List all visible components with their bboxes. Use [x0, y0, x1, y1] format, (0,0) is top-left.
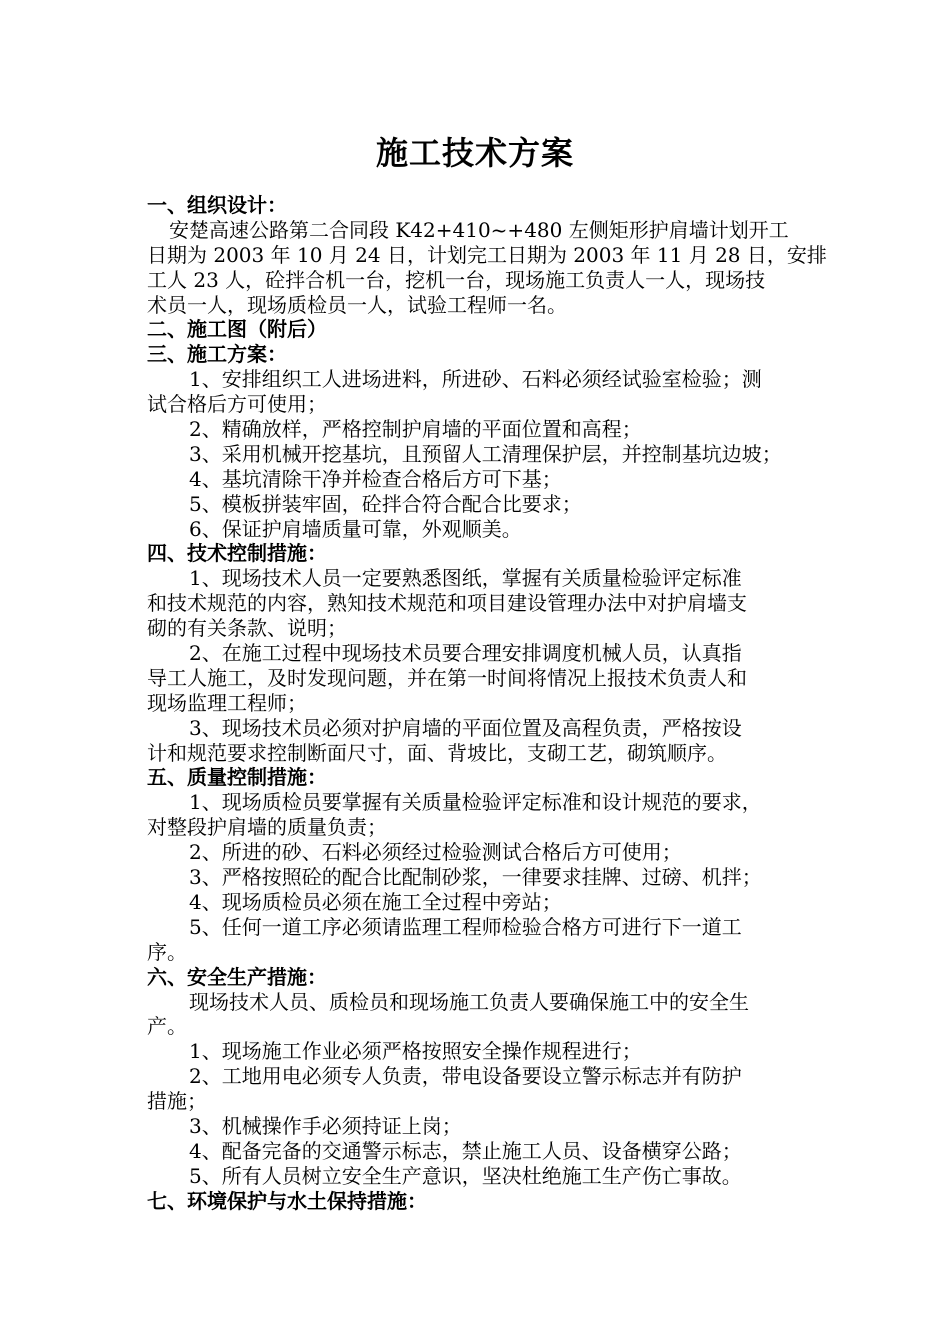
paragraph-line: 4、配备完备的交通警示标志，禁止施工人员、设备横穿公路；	[189, 1138, 742, 1163]
paragraph-line: 1、安排组织工人进场进料，所进砂、石料必须经试验室检验；测	[189, 367, 762, 392]
paragraph-line: 安楚高速公路第二合同段 K42+410~+480 左侧矩形护肩墙计划开工	[169, 217, 789, 242]
paragraph-line: 现场监理工程师；	[147, 690, 307, 715]
paragraph-line: 5、任何一道工序必须请监理工程师检验合格方可进行下一道工	[189, 914, 742, 939]
paragraph-line: 1、现场质检员要掌握有关质量检验评定标准和设计规范的要求，	[189, 790, 762, 815]
paragraph-line: 2、精确放样，严格控制护肩墙的平面位置和高程；	[189, 417, 642, 442]
document-body	[147, 193, 827, 1214]
paragraph-line: 1、现场施工作业必须严格按照安全操作规程进行；	[189, 1039, 642, 1064]
paragraph-line: 砌的有关条款、说明；	[147, 616, 347, 641]
paragraph-line: 3、现场技术员必须对护肩墙的平面位置及高程负责，严格按设	[189, 715, 742, 740]
paragraph-line: 2、在施工过程中现场技术员要合理安排调度机械人员，认真指	[189, 641, 742, 666]
paragraph-line: 产。	[147, 1014, 187, 1039]
paragraph-line: 6、保证护肩墙质量可靠，外观顺美。	[189, 516, 522, 541]
paragraph-line: 工人 23 人，砼拌合机一台，挖机一台，现场施工负责人一人，现场技	[147, 267, 766, 292]
paragraph-line: 3、采用机械开挖基坑，且预留人工清理保护层，并控制基坑边坡；	[189, 441, 782, 466]
paragraph-line: 1、现场技术人员一定要熟悉图纸，掌握有关质量检验评定标准	[189, 566, 742, 591]
paragraph-line: 2、所进的砂、石料必须经过检验测试合格后方可使用；	[189, 840, 682, 865]
section-heading: 二、施工图（附后）	[147, 317, 327, 342]
section-heading: 一、组织设计：	[147, 193, 287, 217]
section-heading: 六、安全生产措施：	[147, 964, 327, 989]
section-heading: 五、质量控制措施：	[147, 765, 327, 790]
paragraph-line: 计和规范要求控制断面尺寸，面、背坡比，支砌工艺，砌筑顺序。	[147, 740, 727, 765]
paragraph-line: 序。	[147, 939, 187, 964]
paragraph-line: 日期为 2003 年 10 月 24 日，计划完工日期为 2003 年 11 月 28 日，安排	[147, 242, 827, 267]
paragraph-line: 术员一人，现场质检员一人，试验工程师一名。	[147, 292, 567, 317]
paragraph-line: 2、工地用电必须专人负责，带电设备要设立警示标志并有防护	[189, 1064, 742, 1089]
section-heading: 三、施工方案：	[147, 342, 287, 367]
paragraph-line: 和技术规范的内容，熟知技术规范和项目建设管理办法中对护肩墙支	[147, 591, 747, 616]
paragraph-line: 试合格后方可使用；	[147, 392, 327, 417]
paragraph-line: 3、严格按照砼的配合比配制砂浆，一律要求挂牌、过磅、机拌；	[189, 865, 762, 890]
paragraph-line: 对整段护肩墙的质量负责；	[147, 815, 387, 840]
paragraph-line: 5、所有人员树立安全生产意识，坚决杜绝施工生产伤亡事故。	[189, 1163, 742, 1188]
paragraph-line: 4、现场质检员必须在施工全过程中旁站；	[189, 889, 562, 914]
paragraph-line: 措施；	[147, 1089, 207, 1114]
paragraph-line: 现场技术人员、质检员和现场施工负责人要确保施工中的安全生	[189, 989, 749, 1014]
paragraph-line: 导工人施工，及时发现问题，并在第一时间将情况上报技术负责人和	[147, 665, 747, 690]
paragraph-line: 5、模板拼装牢固，砼拌合符合配合比要求；	[189, 491, 582, 516]
section-heading: 四、技术控制措施：	[147, 541, 327, 566]
section-heading: 七、环境保护与水土保持措施：	[147, 1188, 427, 1213]
document-title: 施工技术方案	[375, 134, 574, 172]
paragraph-line: 3、机械操作手必须持证上岗；	[189, 1113, 462, 1138]
paragraph-line: 4、基坑清除干净并检查合格后方可下基；	[189, 466, 562, 491]
